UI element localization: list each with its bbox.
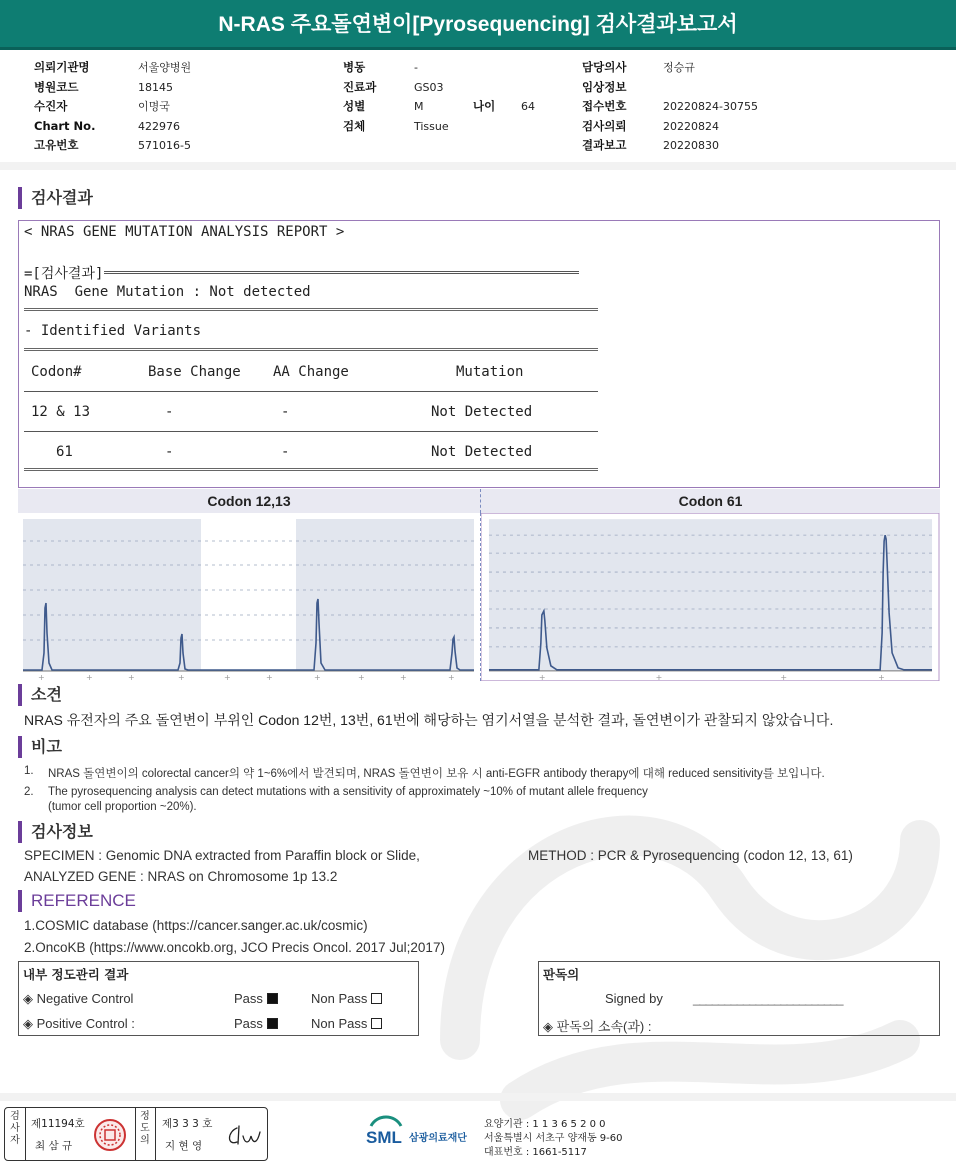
org-logo-text: SML	[366, 1128, 402, 1147]
qc-box	[18, 961, 419, 1036]
info-label: 병원코드	[34, 79, 79, 94]
info-label: 병동	[343, 60, 366, 74]
row1-aa: -	[281, 404, 290, 420]
section-title-remarks: 비고	[18, 736, 62, 758]
analyzed-gene-text: ANALYZED GENE : NRAS on Chromosome 1p 13.2	[24, 869, 338, 884]
row2-base: -	[165, 444, 174, 460]
info-value: 20220830	[663, 139, 719, 152]
examiner-no: 제11194호	[31, 1118, 85, 1130]
org-code: 요양기관 : 1 1 3 6 5 2 0 0	[484, 1119, 606, 1130]
svg-text:+: +	[86, 673, 93, 681]
remark-num-1: 1.	[24, 765, 34, 777]
age-label: 나이	[473, 99, 496, 113]
patient-info	[0, 58, 956, 158]
shaded-region	[23, 519, 201, 671]
checked-box-icon	[267, 993, 278, 1004]
info-value: 20220824-30755	[663, 100, 758, 113]
org-name: 삼광의료재단	[409, 1133, 467, 1144]
pass-label: Pass	[234, 1016, 263, 1031]
info-label: 고유번호	[34, 138, 79, 152]
info-label: 의뢰기관명	[34, 60, 90, 74]
title-underline	[0, 47, 956, 50]
info-value: 571016-5	[138, 139, 191, 152]
reader-affiliation: ◈ 판독의 소속(과) :	[543, 1019, 652, 1034]
nonpass-label: Non Pass	[311, 991, 368, 1006]
handwritten-signature	[225, 1122, 263, 1150]
svg-text:+: +	[448, 673, 455, 681]
col-mutation: Mutation	[456, 364, 524, 380]
report-header: < NRAS GENE MUTATION ANALYSIS REPORT >	[24, 224, 345, 240]
divider	[135, 1108, 136, 1160]
row2-aa: -	[281, 444, 290, 460]
info-value: GS03	[414, 80, 444, 94]
signature-line: ________________________	[693, 991, 843, 1006]
unchecked-box-icon	[371, 993, 382, 1004]
info-label: 결과보고	[582, 138, 627, 152]
divider	[155, 1108, 156, 1160]
info-label: 담당의사	[582, 60, 627, 74]
chart-title-codon-12-13: Codon 12,13	[18, 489, 480, 513]
info-label: 진료과	[343, 79, 377, 94]
examiner-name: 최 삼 규	[35, 1140, 73, 1152]
variants-label: - Identified Variants	[24, 323, 202, 339]
svg-text:+: +	[878, 672, 885, 681]
info-value: 정승규	[663, 61, 695, 74]
rule	[24, 431, 598, 432]
remark-text-1: NRAS 돌연변이의 colorectal cancer의 약 1~6%에서 발견되며, NRAS 돌연변이 보유 시 anti-EGFR antibody therapy에 대해 reduced sensitivity를 보입니다.	[48, 768, 825, 780]
svg-text:+: +	[224, 673, 231, 681]
svg-text:+: +	[358, 673, 365, 681]
footer-divider	[0, 1093, 956, 1101]
qc-positive-label: ◈ Positive Control :	[23, 1016, 135, 1031]
row2-mutation: Not Detected	[431, 444, 533, 460]
info-value: 20220824	[663, 119, 719, 133]
rule	[24, 391, 598, 392]
rule	[24, 348, 598, 351]
reader-box	[538, 961, 940, 1036]
reviewer-name: 지 현 영	[165, 1140, 203, 1152]
info-label: 접수번호	[582, 99, 627, 113]
reader-title: 판독의	[543, 967, 580, 982]
result-line: NRAS Gene Mutation : Not detected	[24, 284, 311, 300]
pass-label: Pass	[234, 991, 263, 1006]
svg-text:+: +	[780, 672, 788, 681]
info-label: 수진자	[34, 99, 68, 113]
unchecked-box-icon	[371, 1018, 382, 1029]
info-value: -	[414, 61, 418, 74]
qc-negative-nonpass	[311, 991, 382, 1006]
shaded-region	[489, 519, 932, 671]
result-label: =[검사결과]	[24, 266, 104, 282]
chart-title-codon-61: Codon 61	[480, 489, 940, 513]
info-label: Chart No.	[34, 118, 96, 133]
divider	[0, 162, 956, 170]
dispensation-markers	[38, 673, 455, 681]
result-label-line	[24, 263, 579, 283]
row1-mutation: Not Detected	[431, 404, 533, 420]
seal-stamp-icon	[93, 1118, 127, 1152]
svg-text:+: +	[178, 673, 185, 681]
svg-text:+: +	[538, 672, 546, 681]
svg-text:+: +	[655, 672, 663, 681]
svg-text:+: +	[266, 673, 273, 681]
info-value: Tissue	[414, 119, 449, 133]
info-value: 이명국	[138, 100, 170, 113]
report-title: N-RAS 주요돌연변이[Pyrosequencing] 검사결과보고서	[0, 0, 956, 50]
info-label: 임상정보	[582, 79, 627, 94]
reviewer-label	[138, 1111, 152, 1147]
pyrogram-codon-61	[480, 513, 940, 681]
col-base: Base Change	[148, 364, 241, 380]
qc-positive-nonpass	[311, 1016, 382, 1031]
reviewer-label-text: 정도의	[140, 1111, 150, 1146]
row2-codon: 61	[56, 444, 73, 460]
org-logo	[365, 1112, 485, 1156]
signature-stamp-box	[4, 1107, 268, 1161]
findings-text: NRAS 유전자의 주요 돌연변이 부위인 Codon 12번, 13번, 61번에 해당하는 염기서열을 분석한 결과, 돌연변이가 관찰되지 않았습니다.	[24, 712, 834, 728]
info-value: 서울양병원	[138, 61, 192, 74]
svg-text:+: +	[38, 673, 45, 681]
org-phone: 대표번호 : 1661-5117	[484, 1147, 587, 1158]
reference-1: 1.COSMIC database (https://cancer.sanger.ac.uk/cosmic)	[24, 918, 368, 933]
reference-2: 2.OncoKB (https://www.oncokb.org, JCO Precis Oncol. 2017 Jul;2017)	[24, 940, 445, 955]
qc-negative-label: ◈ Negative Control	[23, 991, 134, 1006]
examiner-label-text: 검사자	[10, 1111, 20, 1146]
nonpass-label: Non Pass	[311, 1016, 368, 1031]
info-value: 18145	[138, 80, 173, 94]
info-label: 성별	[343, 99, 366, 113]
col-aa: AA Change	[273, 364, 349, 380]
row1-codon: 12 & 13	[31, 404, 91, 420]
reviewer-no: 제3 3 3 호	[162, 1118, 213, 1130]
qc-title: 내부 정도관리 결과	[23, 967, 129, 982]
divider	[25, 1108, 26, 1160]
age-value: 64	[521, 100, 535, 113]
rule	[24, 468, 598, 471]
shaded-region	[296, 519, 474, 671]
info-label: 검체	[343, 118, 366, 133]
qc-negative-pass	[234, 991, 278, 1006]
section-title-result: 검사결과	[18, 187, 93, 209]
svg-text:+: +	[314, 673, 321, 681]
remark-text-2b: (tumor cell proportion ~20%).	[48, 801, 197, 813]
remark-text-2: The pyrosequencing analysis can detect mutations with a sensitivity of approximately ~10% of mutant allele frequency	[48, 786, 648, 798]
result-label-rule	[104, 271, 579, 278]
method-text: METHOD : PCR & Pyrosequencing (codon 12, 13, 61)	[528, 848, 853, 863]
svg-text:+: +	[128, 673, 135, 681]
org-address: 서울특별시 서초구 양재동 9-60	[484, 1133, 623, 1144]
signed-by-label: Signed by	[605, 991, 663, 1006]
rule	[24, 308, 598, 311]
specimen-text: SPECIMEN : Genomic DNA extracted from Paraffin block or Slide,	[24, 848, 420, 863]
section-title-findings: 소견	[18, 684, 62, 706]
col-codon: Codon#	[31, 364, 82, 380]
info-label: 검사의뢰	[582, 118, 627, 133]
section-title-test-info: 검사정보	[18, 821, 93, 843]
sml-logo-icon	[365, 1112, 485, 1152]
examiner-label	[8, 1111, 22, 1147]
svg-text:+: +	[400, 673, 407, 681]
info-value: M	[414, 100, 424, 113]
pyrogram-codon-12-13	[18, 513, 480, 681]
info-value: 422976	[138, 119, 180, 133]
checked-box-icon	[267, 1018, 278, 1029]
row1-base: -	[165, 404, 174, 420]
report-box	[18, 220, 940, 488]
qc-positive-pass	[234, 1016, 278, 1031]
remark-num-2: 2.	[24, 786, 34, 798]
section-title-reference: REFERENCE	[18, 890, 136, 912]
